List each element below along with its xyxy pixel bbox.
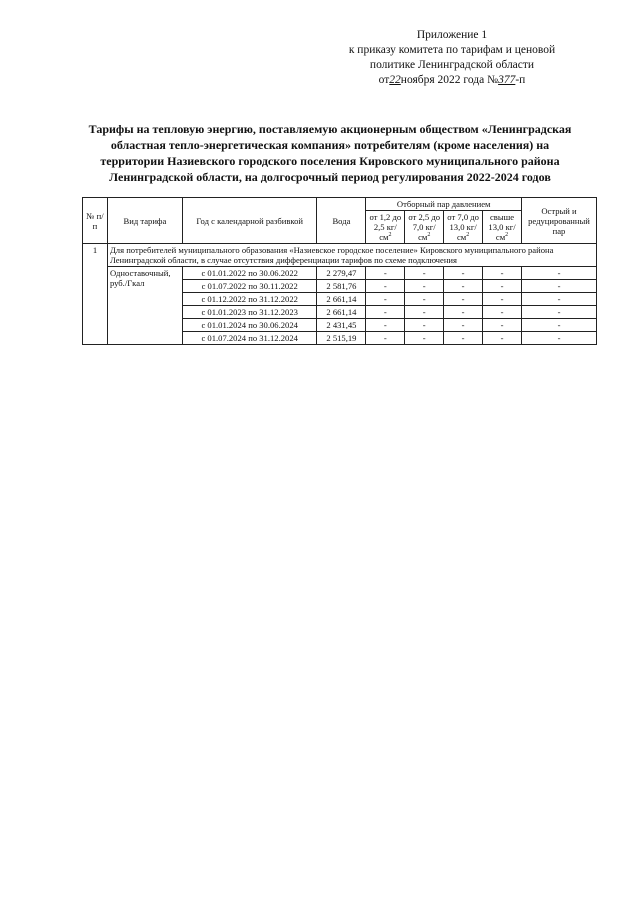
pressure-4-cell: - xyxy=(483,267,522,280)
pressure-2-cell: - xyxy=(405,267,444,280)
appendix-number: 377 xyxy=(498,74,516,86)
sharp-steam-cell: - xyxy=(522,267,597,280)
header-pressure-1 xyxy=(366,211,405,244)
header-pressure-1-sup: 2 xyxy=(388,232,392,239)
header-pressure-2 xyxy=(405,211,444,244)
pressure-2-cell: - xyxy=(405,332,444,345)
header-pressure-1-text: от 1,2 до 2,5 кг/см xyxy=(369,212,402,242)
appendix-line-3: политике Ленинградской области xyxy=(369,59,535,71)
pressure-4-cell: - xyxy=(483,280,522,293)
tariff-table xyxy=(82,197,597,345)
pressure-4-cell: - xyxy=(483,306,522,319)
pressure-1-cell: - xyxy=(366,319,405,332)
header-pressure-4-sup: 2 xyxy=(505,232,509,239)
appendix-line-4 xyxy=(322,73,582,88)
water-cell: 2 661,14 xyxy=(317,306,366,319)
header-kind: Вид тарифа xyxy=(107,198,182,244)
appendix-month-year: ноября 2022 года № xyxy=(400,74,499,86)
appendix-day: 22 xyxy=(389,74,401,86)
appendix-header xyxy=(322,28,582,88)
header-row-1 xyxy=(83,198,597,211)
group-row xyxy=(83,244,597,267)
pressure-3-cell: - xyxy=(444,332,483,345)
period-cell: с 01.01.2024 по 30.06.2024 xyxy=(182,319,317,332)
water-cell: 2 515,19 xyxy=(317,332,366,345)
pressure-4-cell: - xyxy=(483,319,522,332)
tariff-kind: Одноставочный, руб./Гкал xyxy=(107,267,182,345)
sharp-steam-cell: - xyxy=(522,306,597,319)
period-cell: с 01.01.2023 по 31.12.2023 xyxy=(182,306,317,319)
header-period: Год с календарной разбивкой xyxy=(182,198,317,244)
pressure-2-cell: - xyxy=(405,306,444,319)
consumer-group: Для потребителей муниципального образования «Назиевское городское поселение» Кировского муниципального района Ленинградской области, в случае отсутствия дифференциации тарифов по схеме подключения xyxy=(107,244,596,267)
period-cell: с 01.12.2022 по 31.12.2022 xyxy=(182,293,317,306)
document-title: Тарифы на тепловую энергию, поставляемую акционерным обществом «Ленинградская областная тепло-энергетическая компания» потребителям (кроме населения) на территории Назиевского городского поселения Кировского муниципального района Ленинградской области, на долгосрочный период регулирования 2022-2024 годов xyxy=(88,122,572,184)
appendix-line-1: Приложение 1 xyxy=(416,29,488,41)
appendix-from: от xyxy=(378,74,390,86)
row-number: 1 xyxy=(83,244,108,345)
pressure-4-cell: - xyxy=(483,293,522,306)
pressure-3-cell: - xyxy=(444,280,483,293)
pressure-3-cell: - xyxy=(444,267,483,280)
period-cell: с 01.07.2024 по 31.12.2024 xyxy=(182,332,317,345)
appendix-line-2: к приказу комитета по тарифам и ценовой xyxy=(348,44,556,56)
sharp-steam-cell: - xyxy=(522,332,597,345)
header-pressure-2-text: от 2,5 до 7,0 кг/см xyxy=(408,212,441,242)
water-cell: 2 431,45 xyxy=(317,319,366,332)
header-sharp-steam: Острый и редуцированный пар xyxy=(522,198,597,244)
pressure-2-cell: - xyxy=(405,319,444,332)
pressure-1-cell: - xyxy=(366,267,405,280)
header-num: № п/п xyxy=(83,198,108,244)
pressure-1-cell: - xyxy=(366,306,405,319)
pressure-2-cell: - xyxy=(405,280,444,293)
pressure-3-cell: - xyxy=(444,306,483,319)
header-pressure-3 xyxy=(444,211,483,244)
header-pressure-4 xyxy=(483,211,522,244)
pressure-1-cell: - xyxy=(366,332,405,345)
water-cell: 2 581,76 xyxy=(317,280,366,293)
header-water: Вода xyxy=(317,198,366,244)
pressure-1-cell: - xyxy=(366,280,405,293)
appendix-suffix: -п xyxy=(515,74,526,86)
header-pressure-3-sup: 2 xyxy=(466,232,470,239)
water-cell: 2 661,14 xyxy=(317,293,366,306)
table-row xyxy=(83,267,597,280)
sharp-steam-cell: - xyxy=(522,319,597,332)
header-pressure-4-text: свыше 13,0 кг/см xyxy=(488,212,516,242)
sharp-steam-cell: - xyxy=(522,280,597,293)
pressure-2-cell: - xyxy=(405,293,444,306)
header-pressure-3-text: от 7,0 до 13,0 кг/см xyxy=(447,212,479,242)
header-pressure-2-sup: 2 xyxy=(427,232,431,239)
header-steam-group: Отборный пар давлением xyxy=(366,198,522,211)
pressure-3-cell: - xyxy=(444,293,483,306)
pressure-1-cell: - xyxy=(366,293,405,306)
water-cell: 2 279,47 xyxy=(317,267,366,280)
sharp-steam-cell: - xyxy=(522,293,597,306)
pressure-3-cell: - xyxy=(444,319,483,332)
period-cell: с 01.01.2022 по 30.06.2022 xyxy=(182,267,317,280)
pressure-4-cell: - xyxy=(483,332,522,345)
period-cell: с 01.07.2022 по 30.11.2022 xyxy=(182,280,317,293)
